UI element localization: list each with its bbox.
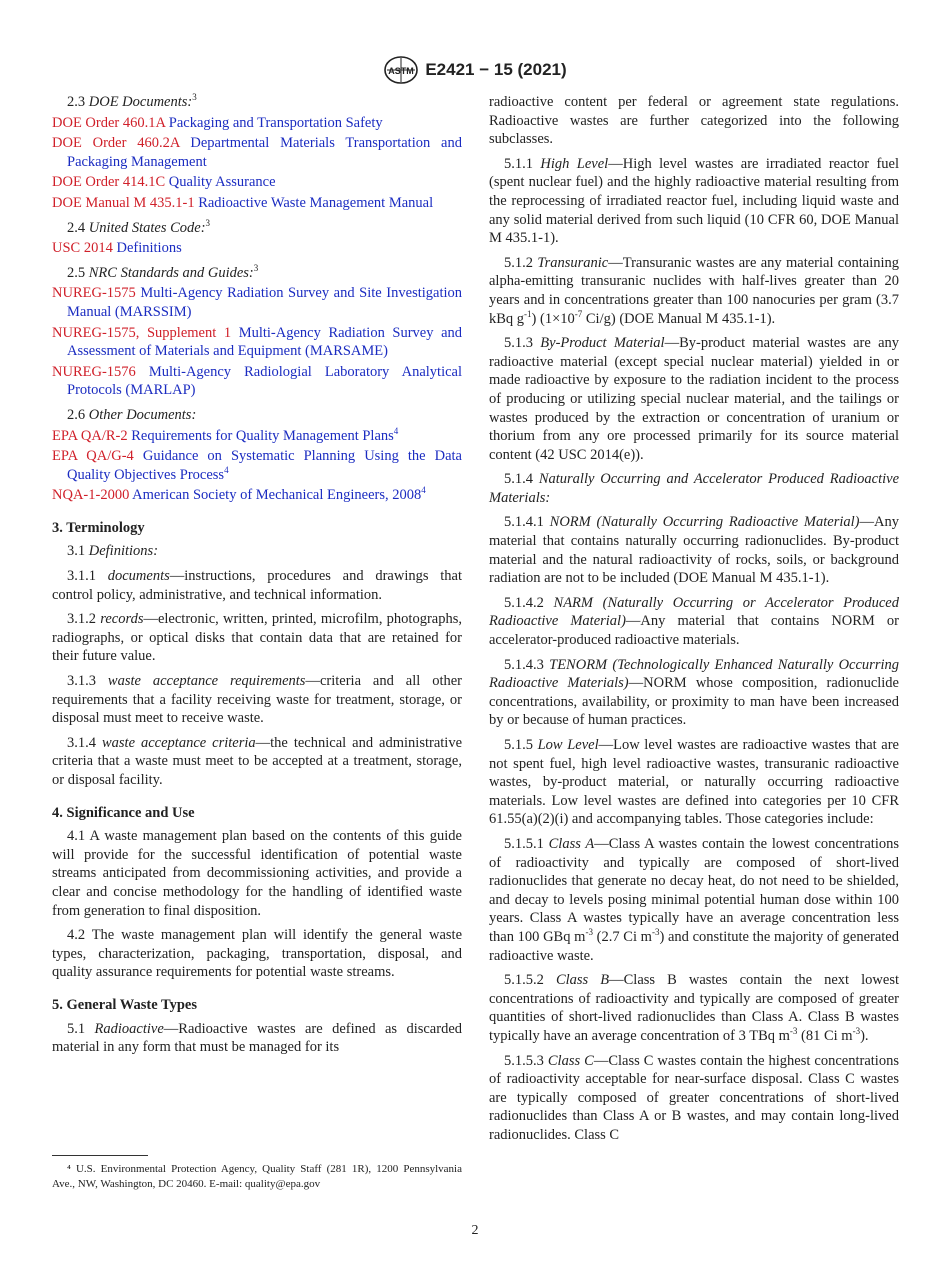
paragraph-3-1-4: 3.1.4 waste acceptance criteria—the technical and administrative criteria that a waste must meet to be accepted at a treatment, storage, or disposal facility. <box>52 734 462 788</box>
reference-title-link[interactable]: Multi-Agency Radiation Survey and Site Investigation Manual (MARSSIM) <box>67 285 463 320</box>
reference-code-link[interactable]: NUREG-1576 <box>52 363 136 380</box>
reference-code-link[interactable]: NQA-1-2000 <box>52 487 130 504</box>
reference-title-link[interactable]: Radioactive Waste Management Manual <box>198 194 434 211</box>
reference-item <box>52 324 462 361</box>
reference-item <box>52 173 462 192</box>
reference-title-link[interactable]: Multi-Agency Radiation Survey and Assessment of Materials and Equipment (MARSAME) <box>67 324 463 360</box>
svg-text:ASTM: ASTM <box>388 66 415 76</box>
reference-title-link[interactable]: Guidance on Systematic Planning Using the Data Quality Objectives Process <box>67 448 462 483</box>
paragraph-5-1-5-3: 5.1.5.3 Class C—Class C wastes contain the highest concentrations of radioactivity acceptable for near-surface disposal. Class C wastes are typically composed of greater concentrations of short-lived radionuclides than Class A or B wastes, and may contain long-lived radionuclides. Class C <box>489 1052 899 1143</box>
paragraph-5-1-4-3: 5.1.4.3 TENORM (Technologically Enhanced Naturally Occurring Radioactive Materials)—NORM whose composition, radionuclide concentrations, availability, or proximity to man have been increased by or because of human practices. <box>489 656 899 729</box>
reference-code-link[interactable]: DOE Order 460.2A <box>52 135 180 152</box>
section-2-6-heading: 2.6 Other Documents: <box>67 406 197 423</box>
reference-item <box>52 239 462 258</box>
reference-code-link[interactable]: USC 2014 <box>52 240 113 257</box>
reference-code-link[interactable]: NUREG-1575, Supplement 1 <box>52 324 232 341</box>
paragraph-5-1-1: 5.1.1 High Level—High level wastes are irradiated reactor fuel (spent nuclear fuel) and the highly radioactive material resulting from the reprocessing of irradiated reactor fuel, including liquid waste and any solid material derived from such liquid (10 CFR 60, DOE Manual M 435.1-1). <box>489 155 900 247</box>
reference-item <box>52 363 462 400</box>
paragraph-5-1-3: 5.1.3 By-Product Material—By-product material wastes are any radioactive material (except special nuclear material) yielded in or made radioactive by exposure to the radiation incident to the process of producing or utilizing special nuclear material, and the tailings or wastes produced by the extraction or concentration of uranium or thorium from any ore processed primarily for its source material content (42 USC 2014(e)). <box>489 335 900 463</box>
reference-item <box>52 194 462 213</box>
paragraph-5-1: 5.1 Radioactive—Radioactive wastes are defined as discarded material in any form that must be managed for its <box>52 1020 462 1056</box>
footnote-divider <box>52 1155 148 1156</box>
paragraph-3-1-2: 3.1.2 records—electronic, written, printed, microfilm, photographs, radiographs, or optical disks that contain data that are retained for their future value. <box>52 611 462 665</box>
reference-title-link[interactable]: American Society of Mechanical Engineers, 2008 <box>132 487 422 504</box>
paragraph-4-1: 4.1 A waste management plan based on the contents of this guide will provide for the successful identification of potential waste streams anticipated from decommissioning activities, and provide a clear and concise methodology for the handling of identified waste from generation to final disposition. <box>52 828 462 919</box>
footnote-4: ⁴ U.S. Environmental Protection Agency, Quality Staff (281 1R), 1200 Pennsylvania Ave., NW, Washington, DC 20460. E-mail: quality@epa.gov <box>52 1163 462 1190</box>
reference-title-link[interactable]: Multi-Agency Radiologial Laboratory Analytical Protocols (MARLAP) <box>67 363 462 399</box>
paragraph-4-2: 4.2 The waste management plan will identify the general waste types, characterization, packaging, transportation, disposal, and quality assurance requirements for potential waste streams. <box>52 927 462 981</box>
reference-item: EPA QA/G-4 Guidance on Systematic Planning Using the Data Quality Objectives Process$^4$ <box>52 448 462 483</box>
reference-code-link[interactable]: EPA QA/G-4 <box>52 448 134 465</box>
reference-title-link[interactable]: Quality Assurance <box>168 174 276 191</box>
paragraph-3-1-1: 3.1.1 documents—instructions, procedures and drawings that control policy, administrative, and technical information. <box>52 568 462 603</box>
paragraph-5-1-5-1: 5.1.5.1 Class A—Class A wastes contain the lowest concentrations of radioactivity and typically are composed of short-lived radionuclides that generate no decay heat, do not need to be shielded, and decay to levels posing minimal potential human dose within 100 years. Class A wastes typically have an average concentration less than 100 GBq $m^{-3}$ (2.7 Ci $m^{-3}$) and constitute the majority of generated radioactive waste. <box>489 835 899 964</box>
section-heading-terminology: 3. Terminology <box>52 519 145 536</box>
reference-item <box>52 114 462 133</box>
paragraph-5-1-2: 5.1.2 Transuranic—Transuranic wastes are any material containing alpha-emitting transuranic nuclides with half-lives greater than 20 years and in concentrations greater than 100 nanocuries per gram (3.7 kBq $g^{-1}$) ($1\times 10^{-7}$ Ci/g) (DOE Manual M 435.1-1). <box>489 254 900 327</box>
reference-code-link[interactable]: DOE Order 460.1A <box>52 114 166 131</box>
reference-item <box>52 134 462 171</box>
reference-title-link[interactable]: Departmental Materials Transportation and Packaging Management <box>67 135 462 170</box>
left-column <box>52 93 462 1063</box>
section-2-4-heading: 2.4 United States Code:$^3$ <box>67 217 211 236</box>
reference-title-link[interactable]: Requirements for Quality Management Plans <box>131 427 394 444</box>
reference-title-link[interactable]: Definitions <box>116 240 182 257</box>
paragraph-5-1-continued: radioactive content per federal or agreement state regulations. Radioactive wastes are further categorized into the following subclasses. <box>489 94 899 148</box>
reference-code-link[interactable]: DOE Manual M 435.1-1 <box>52 194 195 211</box>
section-2-5-heading: 2.5 NRC Standards and Guides:$^3$ <box>67 262 259 281</box>
reference-title-link[interactable]: Packaging and Transportation Safety <box>168 114 383 131</box>
paragraph-5-1-5-2: 5.1.5.2 Class B—Class B wastes contain the next lowest concentrations of radioactivity and typically are composed of greater quantities of short-lived radionuclides than Class A. Class B wastes typically have an average concentration of 3 TBq $m^{-3}$ (81 Ci $m^{-3}$). <box>489 972 900 1044</box>
document-designation: E2421 − 15 (2021) <box>425 60 567 79</box>
reference-item: EPA QA/R-2 Requirements for Quality Management Plans$^4$ <box>52 425 399 444</box>
section-2-3-heading: 2.3 DOE Documents:$^3$ <box>67 92 197 110</box>
reference-code-link[interactable]: NUREG-1575 <box>52 285 136 302</box>
paragraph-5-1-5: 5.1.5 Low Level—Low level wastes are radioactive wastes that are not spent fuel, high level radioactive wastes, transuranic radioactive wastes, by-product material, or naturally occurring radioactive materials. Low level wastes are defined into categories per 10 CFR 61.55(a)(2)(i) and accompanying tables. Those categories include: <box>489 737 899 828</box>
reference-item <box>52 284 462 321</box>
reference-code-link[interactable]: DOE Order 414.1C <box>52 174 166 191</box>
page-header <box>0 53 950 87</box>
paragraph-5-1-4-1: 5.1.4.1 NORM (Naturally Occurring Radioactive Material)—Any material that contains naturally occurring radionuclides. By-product material and the natural radioactivity of rocks, soils, or background radiation are not to be included (DOE Manual M 435.1-1). <box>489 514 899 587</box>
paragraph-3-1-3: 3.1.3 waste acceptance requirements—criteria and all other requirements that a facility receiving waste for treatment, storage, or disposal must meet to receive waste. <box>52 673 462 727</box>
paragraph-3-1: 3.1 Definitions: <box>67 543 159 560</box>
section-heading-waste-types: 5. General Waste Types <box>52 996 197 1013</box>
page-number: 2 <box>471 1223 479 1238</box>
paragraph-5-1-4: 5.1.4 Naturally Occurring and Accelerator Produced Radioactive Materials: <box>489 471 900 506</box>
reference-code-link[interactable]: EPA QA/R-2 <box>52 427 128 444</box>
right-column <box>489 93 899 1150</box>
astm-logo-icon <box>383 55 419 85</box>
paragraph-5-1-4-2: 5.1.4.2 NARM (Naturally Occurring or Accelerator Produced Radioactive Material)—Any material that contains NORM or accelerator-produced radioactive materials. <box>489 594 899 649</box>
reference-item: NQA-1-2000 American Society of Mechanical Engineers, 2008$^4$ <box>52 485 426 504</box>
section-heading-significance: 4. Significance and Use <box>52 804 195 821</box>
